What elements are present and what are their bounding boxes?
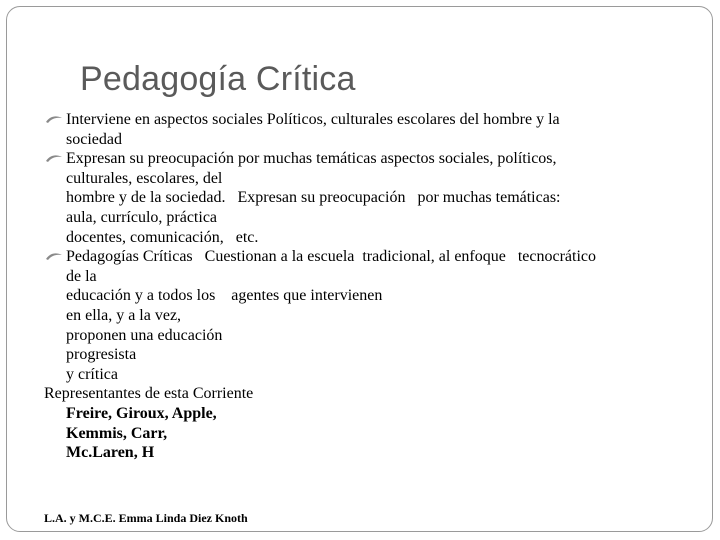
- bullet-line: docentes, comunicación, etc.: [66, 228, 259, 246]
- bullet-swoosh-icon: [44, 149, 64, 169]
- slide-body: [44, 110, 674, 463]
- bullet-item: [44, 247, 674, 384]
- representatives-line: Kemmis, Carr,: [66, 424, 168, 442]
- representatives-line: Freire, Giroux, Apple,: [66, 404, 217, 422]
- bullet-line: aula, currículo, práctica: [66, 208, 218, 226]
- representatives-heading: Representantes de esta Corriente: [44, 385, 254, 403]
- bullet-line: y crítica: [66, 365, 118, 383]
- bullet-line: Interviene en aspectos sociales Políticos, culturales escolares del hombre y la: [66, 111, 560, 128]
- bullet-line: Expresan su preocupación por muchas temáticas aspectos sociales, políticos,: [66, 150, 557, 168]
- slide-title: Pedagogía Crítica: [80, 60, 356, 98]
- bullet-line: sociedad: [66, 130, 122, 148]
- bullet-line: Pedagogías Críticas Cuestionan a la escuela tradicional, al enfoque tecnocrático: [66, 248, 597, 266]
- bullet-line: de la: [66, 267, 97, 285]
- bullet-line: proponen una educación: [66, 326, 223, 344]
- bullet-item: [44, 110, 674, 149]
- bullet-line: en ella, y a la vez,: [66, 306, 182, 324]
- bullet-line: progresista: [66, 346, 137, 364]
- bullet-swoosh-icon: [44, 110, 64, 130]
- representatives-line: Mc.Laren, H: [66, 444, 155, 462]
- bullet-swoosh-icon: [44, 247, 64, 267]
- bullet-line: educación y a todos los agentes que intervienen: [66, 287, 383, 305]
- bullet-line: culturales, escolares, del: [66, 169, 223, 187]
- bullet-line: hombre y de la sociedad. Expresan su preocupación por muchas temáticas:: [66, 189, 561, 207]
- representatives-list: [44, 404, 674, 463]
- bullet-item: [44, 149, 674, 247]
- footer-author: L.A. y M.C.E. Emma Linda Diez Knoth: [44, 511, 248, 525]
